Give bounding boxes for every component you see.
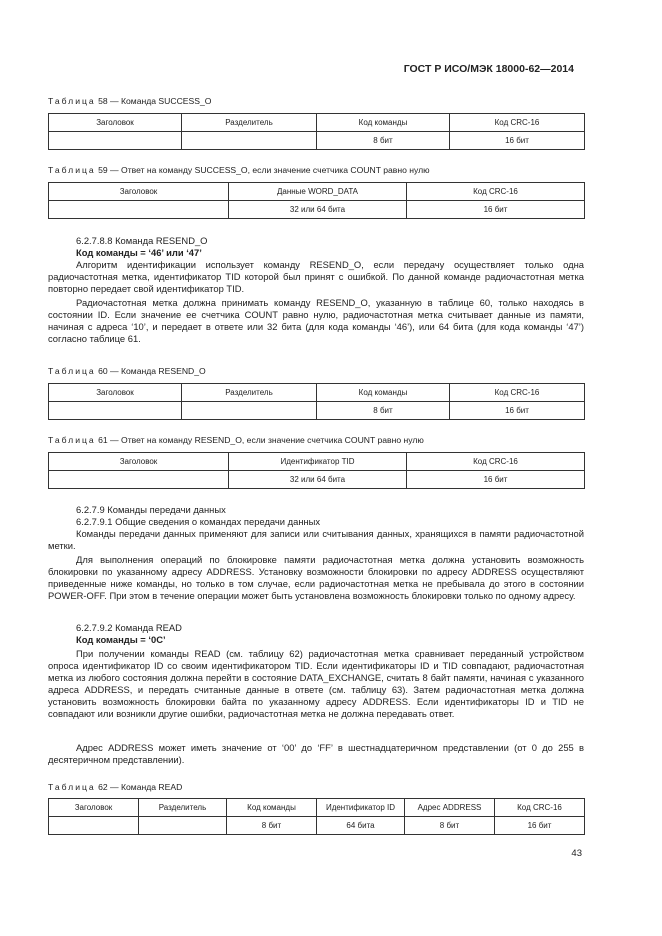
header-cell: Данные WORD_DATA — [229, 183, 407, 201]
header-cell: Адрес ADDRESS — [405, 799, 495, 817]
table-header-row — [49, 384, 585, 402]
table-row — [49, 471, 585, 489]
page-number: 43 — [571, 848, 582, 859]
table-62 — [48, 798, 585, 835]
table-header-row — [49, 183, 585, 201]
caption-text: 60 — Команда RESEND_O — [95, 366, 206, 376]
table-58-caption — [48, 96, 211, 106]
table-header-row — [49, 453, 585, 471]
command-code: Код команды = ‘0C’ — [76, 634, 166, 645]
table-cell — [49, 201, 229, 219]
header-cell: Код CRC-16 — [450, 384, 585, 402]
table-cell — [49, 471, 229, 489]
table-cell: 8 бит — [227, 817, 317, 835]
table-row — [49, 402, 585, 420]
caption-text: 62 — Команда READ — [95, 782, 183, 792]
table-cell — [49, 132, 182, 150]
header-cell: Код CRC-16 — [495, 799, 585, 817]
table-row — [49, 201, 585, 219]
header-cell: Код CRC-16 — [407, 183, 585, 201]
caption-word: Таблица — [48, 435, 96, 445]
table-62-caption — [48, 782, 182, 792]
table-58 — [48, 113, 585, 150]
header-cell: Идентификатор TID — [229, 453, 407, 471]
header-cell: Заголовок — [49, 453, 229, 471]
header-cell: Заголовок — [49, 799, 139, 817]
table-cell: 32 или 64 бита — [229, 201, 407, 219]
header-cell: Заголовок — [49, 384, 182, 402]
table-60-caption — [48, 366, 206, 376]
header-cell: Заголовок — [49, 114, 182, 132]
header-cell: Заголовок — [49, 183, 229, 201]
paragraph: Алгоритм идентификации использует команду RESEND_O, если передачу осуществляет только одна радиочастотная метка, идентификатор TID которой был принят с ошибкой. По данной команде радиочастотная метка повторно передает свой идентификатор TID. — [48, 259, 584, 294]
caption-text: 59 — Ответ на команду SUCCESS_O, если значение счетчика COUNT равно нулю — [95, 165, 430, 175]
header-cell: Разделитель — [182, 114, 317, 132]
caption-word: Таблица — [48, 165, 96, 175]
header-cell: Код команды — [317, 384, 450, 402]
table-cell: 16 бит — [450, 402, 585, 420]
caption-text: 58 — Команда SUCCESS_O — [95, 96, 212, 106]
table-cell: 64 бита — [317, 817, 405, 835]
table-cell: 16 бит — [495, 817, 585, 835]
paragraph: Радиочастотная метка должна принимать команду RESEND_O, указанную в таблице 60, только находясь в состоянии ID. Если значение ее счетчика COUNT равно нулю, радиочастотная метка считывает данные из памяти, начиная с адреса ‘10’, и передает в ответе или 32 бита (для кода команды ‘46’), или 64 бита (для кода команды ‘47’) согласно таблице 61. — [48, 297, 584, 344]
caption-word: Таблица — [48, 96, 96, 106]
paragraph: При получении команды READ (см. таблицу 62) радиочастотная метка сравнивает переданный устройством опроса идентификатор ID со своим идентификатором TID. Если идентификаторы ID и TID совпадают, радиочастотная метка из любого состояния должна перейти в состояние DATA_EXCHANGE, считать 8 байт памяти, начиная с указанного адреса ADDRESS, и передать считанные данные в ответе (см. таблицу 63). Затем радиочастотная метка должна установить возможность блокировки байта по указанному адресу ADDRESS. Если идентификаторы ID и TID не совпадают или возникли другие ошибки, радиочастотная метка не должна передавать ответ. — [48, 648, 584, 719]
paragraph: Адрес ADDRESS может иметь значение от ‘00’ до ‘FF’ в шестнадцатеричном представлении (от 0 до 255 в десятеричном представлении). — [48, 742, 584, 765]
table-cell: 16 бит — [407, 201, 585, 219]
subsection-title: 6.2.7.9.2 Команда READ — [76, 622, 182, 633]
table-cell: 8 бит — [317, 402, 450, 420]
table-cell — [182, 402, 317, 420]
section-title: 6.2.7.9 Команды передачи данных — [76, 504, 226, 515]
caption-word: Таблица — [48, 366, 96, 376]
command-code: Код команды = ‘46’ или ‘47’ — [76, 247, 202, 258]
table-row — [49, 132, 585, 150]
table-cell: 16 бит — [450, 132, 585, 150]
table-cell: 16 бит — [407, 471, 585, 489]
table-cell: 32 или 64 бита — [229, 471, 407, 489]
subsection-title: 6.2.7.9.1 Общие сведения о командах передачи данных — [76, 516, 321, 527]
header-cell: Код CRC-16 — [450, 114, 585, 132]
header-cell: Код команды — [227, 799, 317, 817]
table-row — [49, 817, 585, 835]
table-cell — [139, 817, 227, 835]
table-cell: 8 бит — [317, 132, 450, 150]
table-61 — [48, 452, 585, 489]
header-cell: Код команды — [317, 114, 450, 132]
paragraph: Для выполнения операций по блокировке памяти радиочастотная метка должна установить возможность блокировки по указанному адресу ADDRESS. Установку возможности блокировки по адресу ADDRESS осуществляют приведенные ниже команды, но только в том случае, если радиочастотная метка не пребывала до этого в состоянии POWER-OFF. При этом в течение операции может быть установлена возможность блокировки только по одному адресу. — [48, 554, 584, 601]
section-title: 6.2.7.8.8 Команда RESEND_O — [76, 235, 208, 246]
table-cell — [49, 817, 139, 835]
table-59 — [48, 182, 585, 219]
table-header-row — [49, 114, 585, 132]
header-cell: Идентификатор ID — [317, 799, 405, 817]
header-cell: Разделитель — [139, 799, 227, 817]
table-60 — [48, 383, 585, 420]
table-cell: 8 бит — [405, 817, 495, 835]
table-59-caption — [48, 165, 430, 175]
paragraph: Команды передачи данных применяют для записи или считывания данных, хранящихся в памяти радиочастотной метки. — [48, 528, 584, 551]
table-61-caption — [48, 435, 424, 445]
caption-text: 61 — Ответ на команду RESEND_O, если значение счетчика COUNT равно нулю — [95, 435, 424, 445]
caption-word: Таблица — [48, 782, 96, 792]
header-cell: Код CRC-16 — [407, 453, 585, 471]
table-cell — [182, 132, 317, 150]
document-header: ГОСТ Р ИСО/МЭК 18000-62—2014 — [403, 63, 574, 75]
table-header-row — [49, 799, 585, 817]
header-cell: Разделитель — [182, 384, 317, 402]
table-cell — [49, 402, 182, 420]
